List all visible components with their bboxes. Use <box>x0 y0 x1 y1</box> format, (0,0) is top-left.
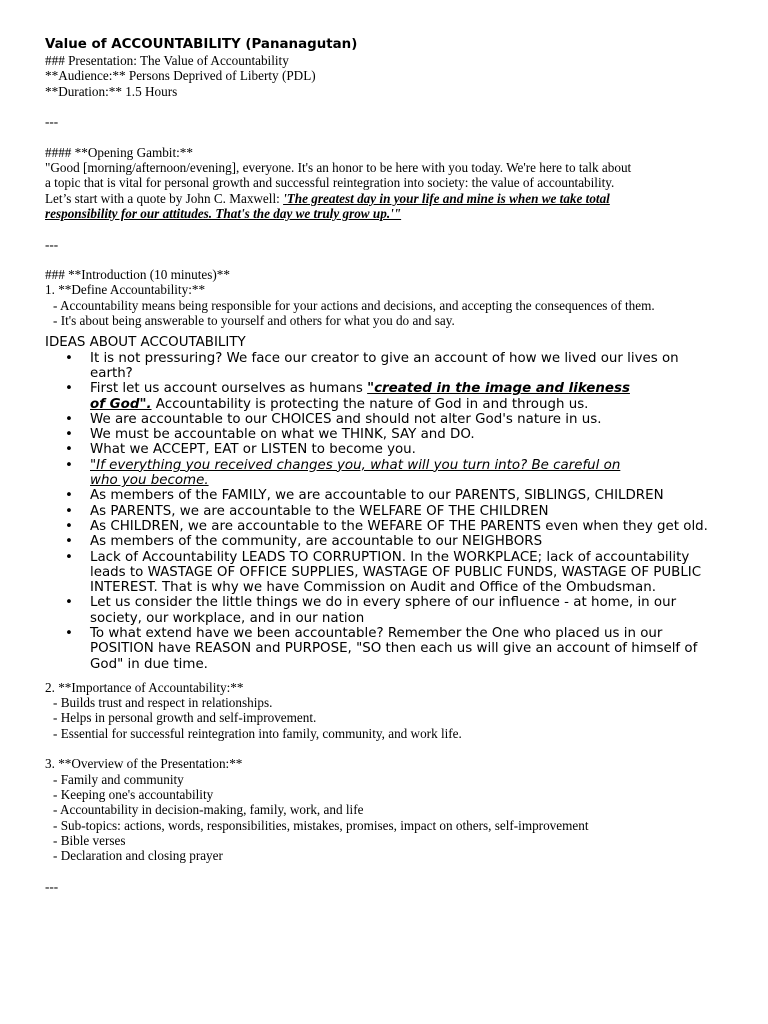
list-item: • As PARENTS, we are accountable to the WELFARE OF THE CHILDREN <box>65 503 549 519</box>
ideas-heading: IDEAS ABOUT ACCOUTABILITY <box>45 335 246 351</box>
importance-item: - Builds trust and respect in relationships. <box>53 695 273 711</box>
bullet-icon: • <box>65 518 73 534</box>
list-item: • To what extend have we been accountable? Remember the One who placed us in our POSITION have REASON and PURPOSE, "SO then each us will give an account of himself of God" in due time. <box>65 625 698 672</box>
list-item <box>45 458 725 489</box>
define-item: - Accountability means being responsible for your actions and decisions, and accepting the consequences of them. <box>53 297 655 313</box>
document-page <box>45 37 725 894</box>
introduction-heading: ### **Introduction (10 minutes)** <box>45 267 230 283</box>
list-item: • As members of the community, are accountable to our NEIGHBORS <box>65 534 543 550</box>
overview-item: - Bible verses <box>53 832 126 848</box>
list-item: • As CHILDREN, we are accountable to the WEFARE OF THE PARENTS even when they get old. <box>65 518 708 534</box>
bullet-icon: • <box>65 503 73 519</box>
list-item: • Lack of Accountability LEADS TO CORRUPTION. In the WORKPLACE; lack of accountability leads to WASTAGE OF OFFICE SUPPLIES, WASTAGE OF PUBLIC FUNDS, WASTAGE OF PUBLIC INTEREST. That is why we have Commission on Audit and Office of the Ombudsman. <box>65 549 702 596</box>
bullet-icon: • <box>65 350 73 366</box>
importance-heading: 2. **Importance of Accountability:** <box>45 679 244 695</box>
define-heading: 1. **Define Accountability:** <box>45 282 206 298</box>
opening-quote-cont <box>45 206 725 221</box>
document-title: Value of ACCOUNTABILITY (Pananagutan) <box>45 37 358 52</box>
image-of-god-emphasis-cont: of God". <box>90 396 152 412</box>
overview-heading: 3. **Overview of the Presentation:** <box>45 756 243 772</box>
overview-item: - Sub-topics: actions, words, responsibilities, mistakes, promises, impact on others, self-improvement <box>53 817 589 833</box>
separator: --- <box>45 878 59 894</box>
quote-prefix: Let’s start with a quote by John C. Maxwell: <box>45 190 284 206</box>
bullet-icon: • <box>65 427 73 443</box>
define-item: - It's about being answerable to yourself and others for what you do and say. <box>53 313 455 329</box>
bullet-icon: • <box>65 381 73 397</box>
maxwell-quote-cont: responsibility for our attitudes. That's the day we truly grow up.'" <box>45 205 402 221</box>
bullet-icon: • <box>65 534 73 550</box>
list-item: • We are accountable to our CHOICES and should not alter God's nature in us. <box>65 411 602 427</box>
list-item: • It is not pressuring? We face our creator to give an account of how we lived our lives on earth? <box>65 350 679 381</box>
bullet-icon: • <box>65 457 73 473</box>
careful-quote-cont: who you become. <box>90 473 209 489</box>
bullet-icon: • <box>65 442 73 458</box>
separator: --- <box>45 236 59 252</box>
opening-quote-intro <box>45 191 725 206</box>
overview-item: - Accountability in decision-making, family, work, and life <box>53 802 364 818</box>
overview-item: - Declaration and closing prayer <box>53 848 223 864</box>
overview-item: - Family and community <box>53 771 184 787</box>
importance-item: - Essential for successful reintegration into family, community, and work life. <box>53 725 462 741</box>
image-of-god-emphasis: "created in the image and likeness <box>367 381 630 397</box>
opening-heading: #### **Opening Gambit:** <box>45 144 193 160</box>
careful-quote: "If everything you received changes you, what will you turn into? Be careful on <box>90 457 621 473</box>
bullet-icon: • <box>65 488 73 504</box>
opening-text-line: "Good [morning/afternoon/evening], everyone. It's an honor to be here with you today. We're here to talk about <box>45 160 632 176</box>
opening-text-line: a topic that is vital for personal growth and successful reintegration into society: the value of accountability. <box>45 175 615 191</box>
presentation-line: ### Presentation: The Value of Accountability <box>45 53 289 68</box>
ideas-list <box>45 351 725 672</box>
list-item: • We must be accountable on what we THINK, SAY and DO. <box>65 427 475 443</box>
duration-line: **Duration:** 1.5 Hours <box>45 83 178 99</box>
maxwell-quote: 'The greatest day in your life and mine is when we take total <box>283 190 610 206</box>
bullet-icon: • <box>65 595 73 611</box>
overview-item: - Keeping one's accountability <box>53 786 214 802</box>
separator: --- <box>45 114 59 130</box>
list-item: • As members of the FAMILY, we are accountable to our PARENTS, SIBLINGS, CHILDREN <box>65 488 664 504</box>
bullet-icon: • <box>65 411 73 427</box>
list-item: • Let us consider the little things we do in every sphere of our influence - at home, in our society, our workplace, and in our nation <box>65 595 677 626</box>
audience-line: **Audience:** Persons Deprived of Liberty (PDL) <box>45 68 316 84</box>
bullet-icon: • <box>65 625 73 641</box>
list-item: • What we ACCEPT, EAT or LISTEN to become you. <box>65 442 416 458</box>
bullet-icon: • <box>65 549 73 565</box>
importance-item: - Helps in personal growth and self-improvement. <box>53 710 317 726</box>
list-item: • First let us account ourselves as humans "created in the image and likeness of God". Accountability is protecting the nature of God in and through us. <box>65 381 630 412</box>
